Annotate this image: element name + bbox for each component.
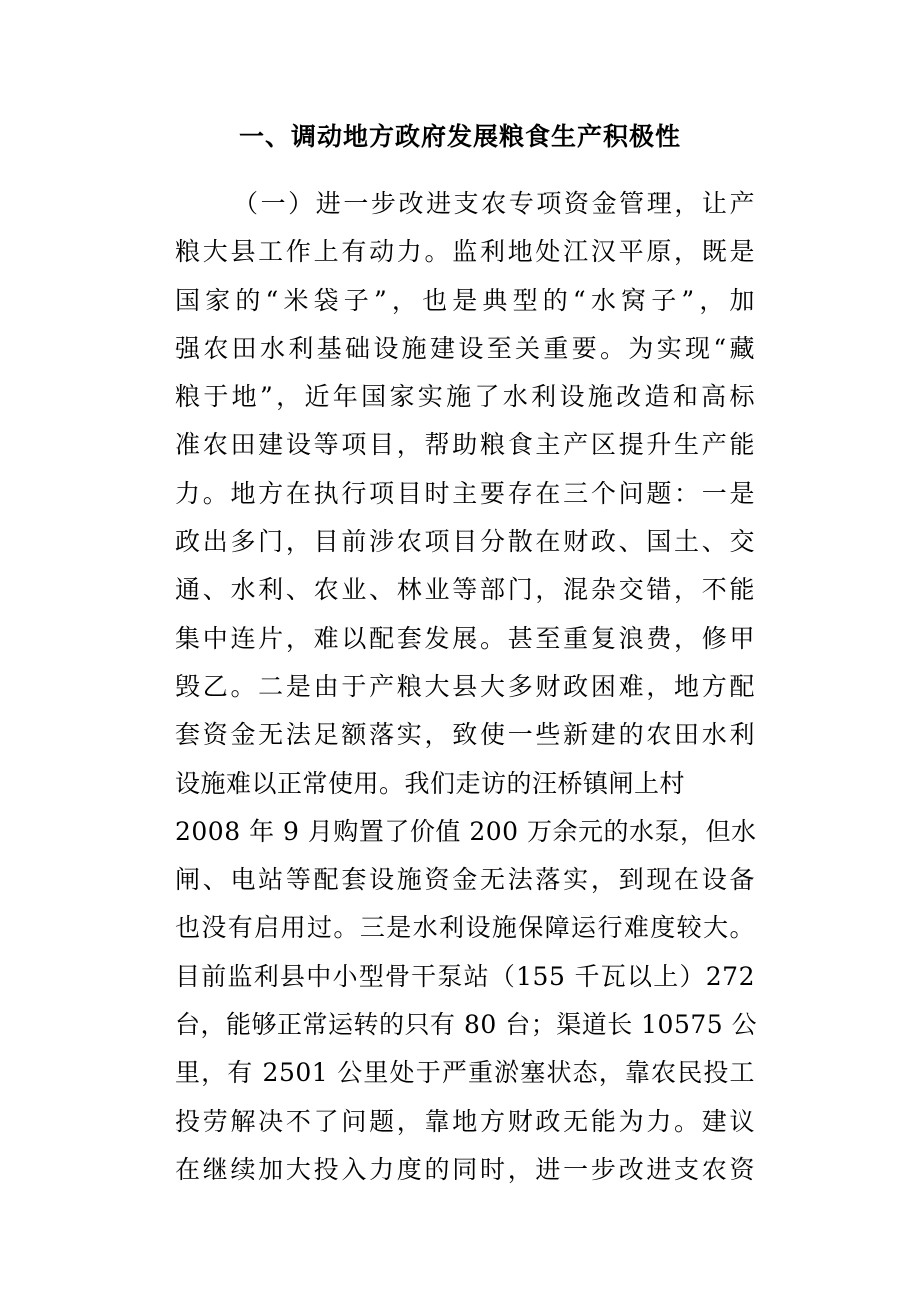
paragraph-line: 投劳解决不了问题，靠地方财政无能为力。建议 [175, 1106, 755, 1136]
paragraph-line: 强农田水利基础设施建设至关重要。为实现“藏 [175, 333, 755, 363]
section-heading: 一、调动地方政府发展粮食生产积极性 [238, 122, 681, 151]
body-paragraph [175, 180, 758, 1194]
paragraph-line: 2008 年 9 月购置了价值 200 万余元的水泵，但水 [175, 816, 757, 846]
paragraph-line: 通、水利、农业、林业等部门，混杂交错，不能 [175, 575, 755, 605]
paragraph-line: 设施难以正常使用。我们走访的汪桥镇闸上村 [175, 768, 686, 798]
paragraph-line: 毁乙。二是由于产粮大县大多财政困难，地方配 [175, 671, 755, 701]
paragraph-line: 力。地方在执行项目时主要存在三个问题：一是 [175, 478, 755, 508]
paragraph-line: 也没有启用过。三是水利设施保障运行难度较大。 [175, 913, 755, 943]
paragraph-line: 粮于地”，近年国家实施了水利设施改造和高标 [175, 382, 755, 412]
paragraph-line: 套资金无法足额落实，致使一些新建的农田水利 [175, 720, 755, 750]
paragraph-line: （一）进一步改进支农专项资金管理，让产 [233, 189, 755, 218]
paragraph-line: 集中连片，难以配套发展。甚至重复浪费，修甲 [175, 623, 755, 653]
paragraph-line: 政出多门，目前涉农项目分散在财政、国土、交 [175, 527, 755, 557]
paragraph-line: 目前监利县中小型骨干泵站（155 千瓦以上）272 [175, 961, 755, 991]
paragraph-line: 里，有 2501 公里处于严重淤塞状态，靠农民投工 [175, 1058, 755, 1088]
paragraph-line: 准农田建设等项目，帮助粮食主产区提升生产能 [175, 430, 755, 460]
paragraph-line: 闸、电站等配套设施资金无法落实，到现在设备 [175, 865, 755, 895]
paragraph-line: 台，能够正常运转的只有 80 台；渠道长 10575 公 [175, 1010, 758, 1040]
paragraph-line: 国家的“米袋子”，也是典型的“水窝子”，加 [175, 285, 755, 315]
paragraph-line: 粮大县工作上有动力。监利地处江汉平原，既是 [175, 237, 755, 267]
paragraph-line: 在继续加大投入力度的同时，进一步改进支农资 [175, 1154, 755, 1184]
